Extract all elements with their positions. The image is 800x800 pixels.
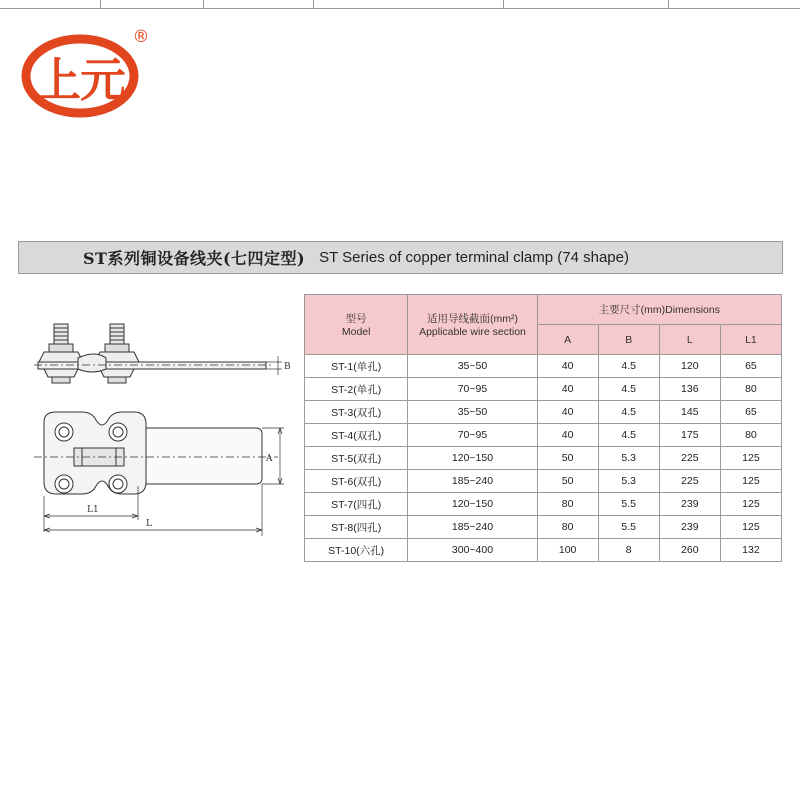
table-row (305, 516, 782, 539)
cell-model: ST-6(双孔) (305, 470, 408, 493)
cell-l1: 80 (720, 378, 781, 401)
cell-model: ST-5(双孔) (305, 447, 408, 470)
cell-wire: 70~95 (408, 424, 537, 447)
title-en: ST Series of copper terminal clamp (74 shape) (319, 249, 629, 266)
header-dim-l1: L1 (720, 325, 781, 355)
registered-mark: ® (132, 27, 150, 47)
cell-l1: 65 (720, 401, 781, 424)
cell-wire: 120~150 (408, 493, 537, 516)
label-a: A (266, 454, 273, 464)
cell-wire: 35~50 (408, 401, 537, 424)
cell-model: ST-8(四孔) (305, 516, 408, 539)
cell-b: 4.5 (598, 378, 659, 401)
cell-l: 260 (659, 539, 720, 562)
cell-l: 120 (659, 355, 720, 378)
cell-l: 225 (659, 470, 720, 493)
cell-l: 145 (659, 401, 720, 424)
cell-l1: 125 (720, 516, 781, 539)
label-b: B (284, 362, 291, 372)
label-l1: L1 (87, 505, 99, 515)
cell-model: ST-10(六孔) (305, 539, 408, 562)
cell-l: 175 (659, 424, 720, 447)
cell-a: 80 (537, 493, 598, 516)
cell-b: 8 (598, 539, 659, 562)
dimension-b (266, 356, 282, 375)
cell-l1: 125 (720, 470, 781, 493)
label-l: L (146, 519, 152, 529)
header-model: 型号 Model (305, 295, 408, 355)
header-dimensions: 主要尺寸(mm)Dimensions (537, 295, 781, 325)
cell-a: 80 (537, 516, 598, 539)
cell-b: 5.5 (598, 493, 659, 516)
cell-wire: 120~150 (408, 447, 537, 470)
cell-wire: 70~95 (408, 378, 537, 401)
cell-b: 4.5 (598, 355, 659, 378)
cell-model: ST-3(双孔) (305, 401, 408, 424)
clamp-drawing (34, 310, 296, 546)
table-row (305, 378, 782, 401)
section-title-bar (18, 241, 783, 274)
cell-wire: 300~400 (408, 539, 537, 562)
cell-l1: 125 (720, 447, 781, 470)
cell-l: 136 (659, 378, 720, 401)
spec-table-body (305, 355, 782, 562)
table-row (305, 470, 782, 493)
top-rule (0, 0, 800, 10)
header-dim-l: L (659, 325, 720, 355)
brand-char-2: 元 (80, 53, 126, 107)
cell-b: 5.5 (598, 516, 659, 539)
table-row (305, 401, 782, 424)
cell-model: ST-2(单孔) (305, 378, 408, 401)
brand-logo (18, 20, 153, 120)
cell-wire: 185~240 (408, 470, 537, 493)
cell-model: ST-7(四孔) (305, 493, 408, 516)
title-cn: ST系列铜设备线夹(七四定型) (83, 249, 306, 268)
table-row (305, 493, 782, 516)
cell-a: 50 (537, 447, 598, 470)
cell-model: ST-4(双孔) (305, 424, 408, 447)
brand-char-1: 上 (35, 53, 81, 107)
table-row (305, 539, 782, 562)
cell-l: 239 (659, 516, 720, 539)
cell-b: 5.3 (598, 470, 659, 493)
table-row (305, 355, 782, 378)
header-dim-b: B (598, 325, 659, 355)
spec-table (304, 294, 782, 562)
cell-b: 4.5 (598, 401, 659, 424)
cell-a: 40 (537, 401, 598, 424)
cell-l: 239 (659, 493, 720, 516)
cell-wire: 35~50 (408, 355, 537, 378)
cell-l1: 65 (720, 355, 781, 378)
cell-b: 4.5 (598, 424, 659, 447)
cell-l1: 132 (720, 539, 781, 562)
cell-a: 50 (537, 470, 598, 493)
side-view (34, 324, 272, 383)
header-wire-section: 适用导线截面(mm²) Applicable wire section (408, 295, 537, 355)
cell-l: 225 (659, 447, 720, 470)
cell-a: 100 (537, 539, 598, 562)
cell-model: ST-1(单孔) (305, 355, 408, 378)
cell-b: 5.3 (598, 447, 659, 470)
table-row (305, 447, 782, 470)
cell-wire: 185~240 (408, 516, 537, 539)
cell-a: 40 (537, 355, 598, 378)
cell-a: 40 (537, 424, 598, 447)
cell-l1: 125 (720, 493, 781, 516)
cell-a: 40 (537, 378, 598, 401)
table-row (305, 424, 782, 447)
header-dim-a: A (537, 325, 598, 355)
cell-l1: 80 (720, 424, 781, 447)
top-view (34, 412, 278, 494)
